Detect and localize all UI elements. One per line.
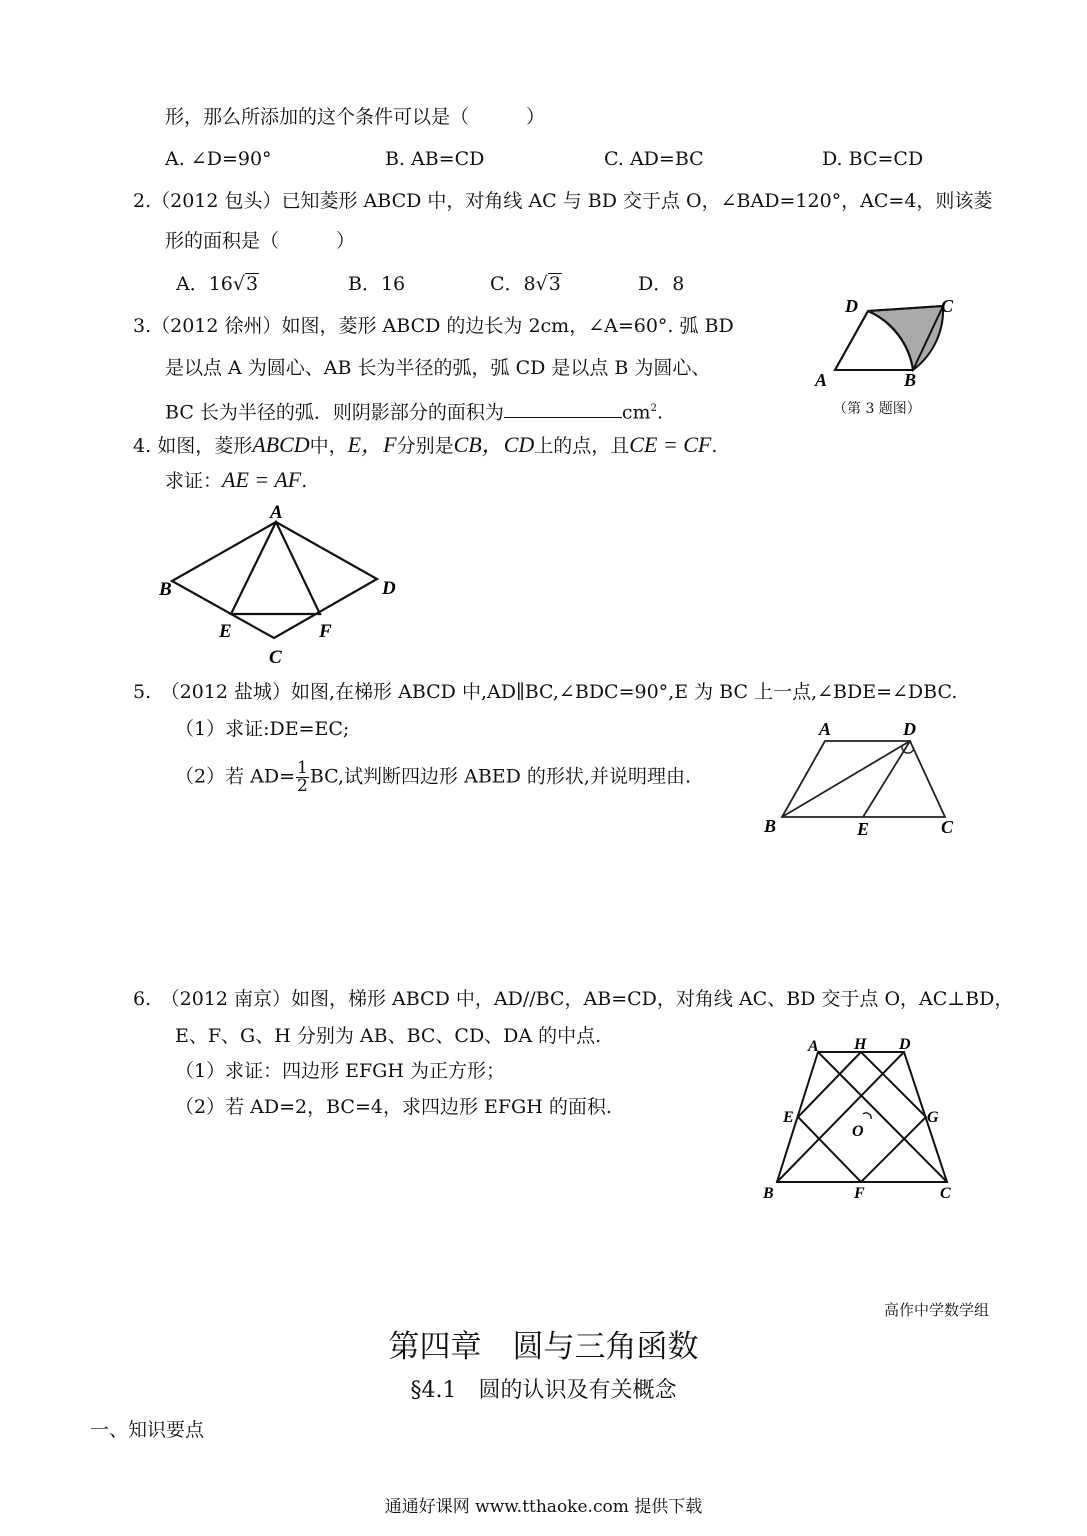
q2-stem-line2: 形的面积是（ ）	[165, 230, 356, 252]
label-a: A	[808, 1038, 819, 1055]
label-c: C	[941, 296, 954, 316]
fraction: $\frac{1}{2}$	[297, 758, 308, 796]
label-f: F	[319, 621, 332, 642]
q5-figure	[755, 713, 970, 843]
answer-blank	[504, 399, 622, 418]
radical: 3	[548, 273, 561, 295]
right-angle-mark	[863, 1113, 871, 1119]
label-b: B	[904, 370, 917, 390]
q1-stem: 形，那么所添加的这个条件可以是（ ）	[165, 106, 546, 128]
part-heading: 一、知识要点	[90, 1419, 205, 1441]
q2-option-d: D．8	[638, 273, 685, 295]
radical: 3	[246, 273, 259, 295]
q3-stem-line1: 3.（2012 徐州）如图，菱形 ABCD 的边长为 2cm，∠A=60°. 弧 BD	[133, 315, 734, 337]
label-e: E	[857, 819, 870, 839]
q6-stem-line2: E、F、G、H 分别为 AB、BC、CD、DA 的中点.	[175, 1025, 602, 1047]
q5-stem: 5. （2012 盐城）如图,在梯形 ABCD 中,AD∥BC,∠BDC=90°,E 为 BC 上一点,∠BDE=∠DBC.	[133, 681, 958, 703]
q5-part1: （1）求证:DE=EC;	[175, 718, 350, 740]
square-efgh	[798, 1052, 926, 1182]
q6-stem-line1: 6. （2012 南京）如图，梯形 ABCD 中，AD//BC，AB=CD，对角线 AC、BD 交于点 O，AC⊥BD，	[133, 988, 1014, 1010]
q2-option-b: B．16	[348, 273, 406, 295]
label-o: O	[852, 1123, 864, 1140]
label-b: B	[763, 1185, 774, 1202]
label-c: C	[269, 647, 282, 668]
q6-part2: （2）若 AD=2，BC=4，求四边形 EFGH 的面积.	[175, 1096, 612, 1118]
diagonal-bd	[835, 311, 868, 370]
footer: 通通好课网 www.tthaoke.com 提供下载	[384, 1497, 703, 1517]
label-d: D	[899, 1036, 911, 1053]
label-e: E	[219, 621, 232, 642]
label-a: A	[815, 370, 828, 390]
diagonal-bd	[782, 741, 910, 817]
label-f: F	[854, 1185, 865, 1202]
q2-stem-line1: 2.（2012 包头）已知菱形 ABCD 中，对角线 AC 与 BD 交于点 O，∠BAD=120°，AC=4，则该菱	[133, 190, 993, 212]
label-c: C	[941, 817, 954, 837]
label-d: D	[903, 719, 916, 739]
label-c: C	[940, 1185, 951, 1202]
label-b: B	[159, 579, 172, 600]
trapezoid-abcd	[782, 741, 945, 817]
q3-stem-line2: 是以点 A 为圆心、AB 长为半径的弧，弧 CD 是以点 B 为圆心、	[165, 357, 711, 379]
label-d: D	[845, 296, 858, 316]
q6-figure	[755, 1030, 970, 1210]
diagonal-bd	[777, 1052, 904, 1182]
q1-option-c: C. AD=BC	[604, 148, 704, 170]
q4-figure	[150, 500, 410, 670]
label-e: E	[783, 1109, 794, 1126]
q2-option-c: C．8√3	[490, 273, 561, 295]
q2-option-a: A．16√3	[176, 273, 259, 295]
q3-stem-line3: BC 长为半径的弧．则阴影部分的面积为 $cm^2$.	[165, 401, 663, 424]
group-name: 高作中学数学组	[884, 1301, 990, 1319]
section-title: §4.1 圆的认识及有关概念	[410, 1378, 677, 1403]
label-h: H	[854, 1036, 867, 1053]
q5-part2: （2）若 AD= $\frac{1}{2}$ BC,试判断四边形 ABED 的形状,并说明理由.	[175, 758, 692, 796]
rhombus-abcd	[172, 522, 377, 638]
label-a: A	[270, 502, 283, 523]
trapezoid-abcd	[777, 1052, 947, 1182]
chapter-title: 第四章 圆与三角函数	[388, 1329, 699, 1365]
q1-option-a: A. ∠D=90°	[165, 148, 272, 170]
label-a: A	[819, 719, 832, 739]
q6-part1: （1）求证：四边形 EFGH 为正方形；	[175, 1060, 505, 1082]
triangle-aef	[231, 522, 320, 614]
q3-caption: （第 3 题图）	[833, 401, 921, 417]
shaded-region	[868, 306, 943, 370]
label-d: D	[382, 578, 396, 599]
q4-proof: 求证：AE = AF.	[165, 467, 308, 492]
q1-option-b: B. AB=CD	[385, 148, 485, 170]
label-b: B	[764, 816, 777, 836]
label-g: G	[927, 1109, 939, 1126]
q1-option-d: D. BC=CD	[822, 148, 924, 170]
q4-stem: 4. 如图，菱形ABCD中，E，F分别是CB，CD上的点，且CE = CF.	[133, 432, 718, 457]
segment-de	[863, 741, 910, 817]
